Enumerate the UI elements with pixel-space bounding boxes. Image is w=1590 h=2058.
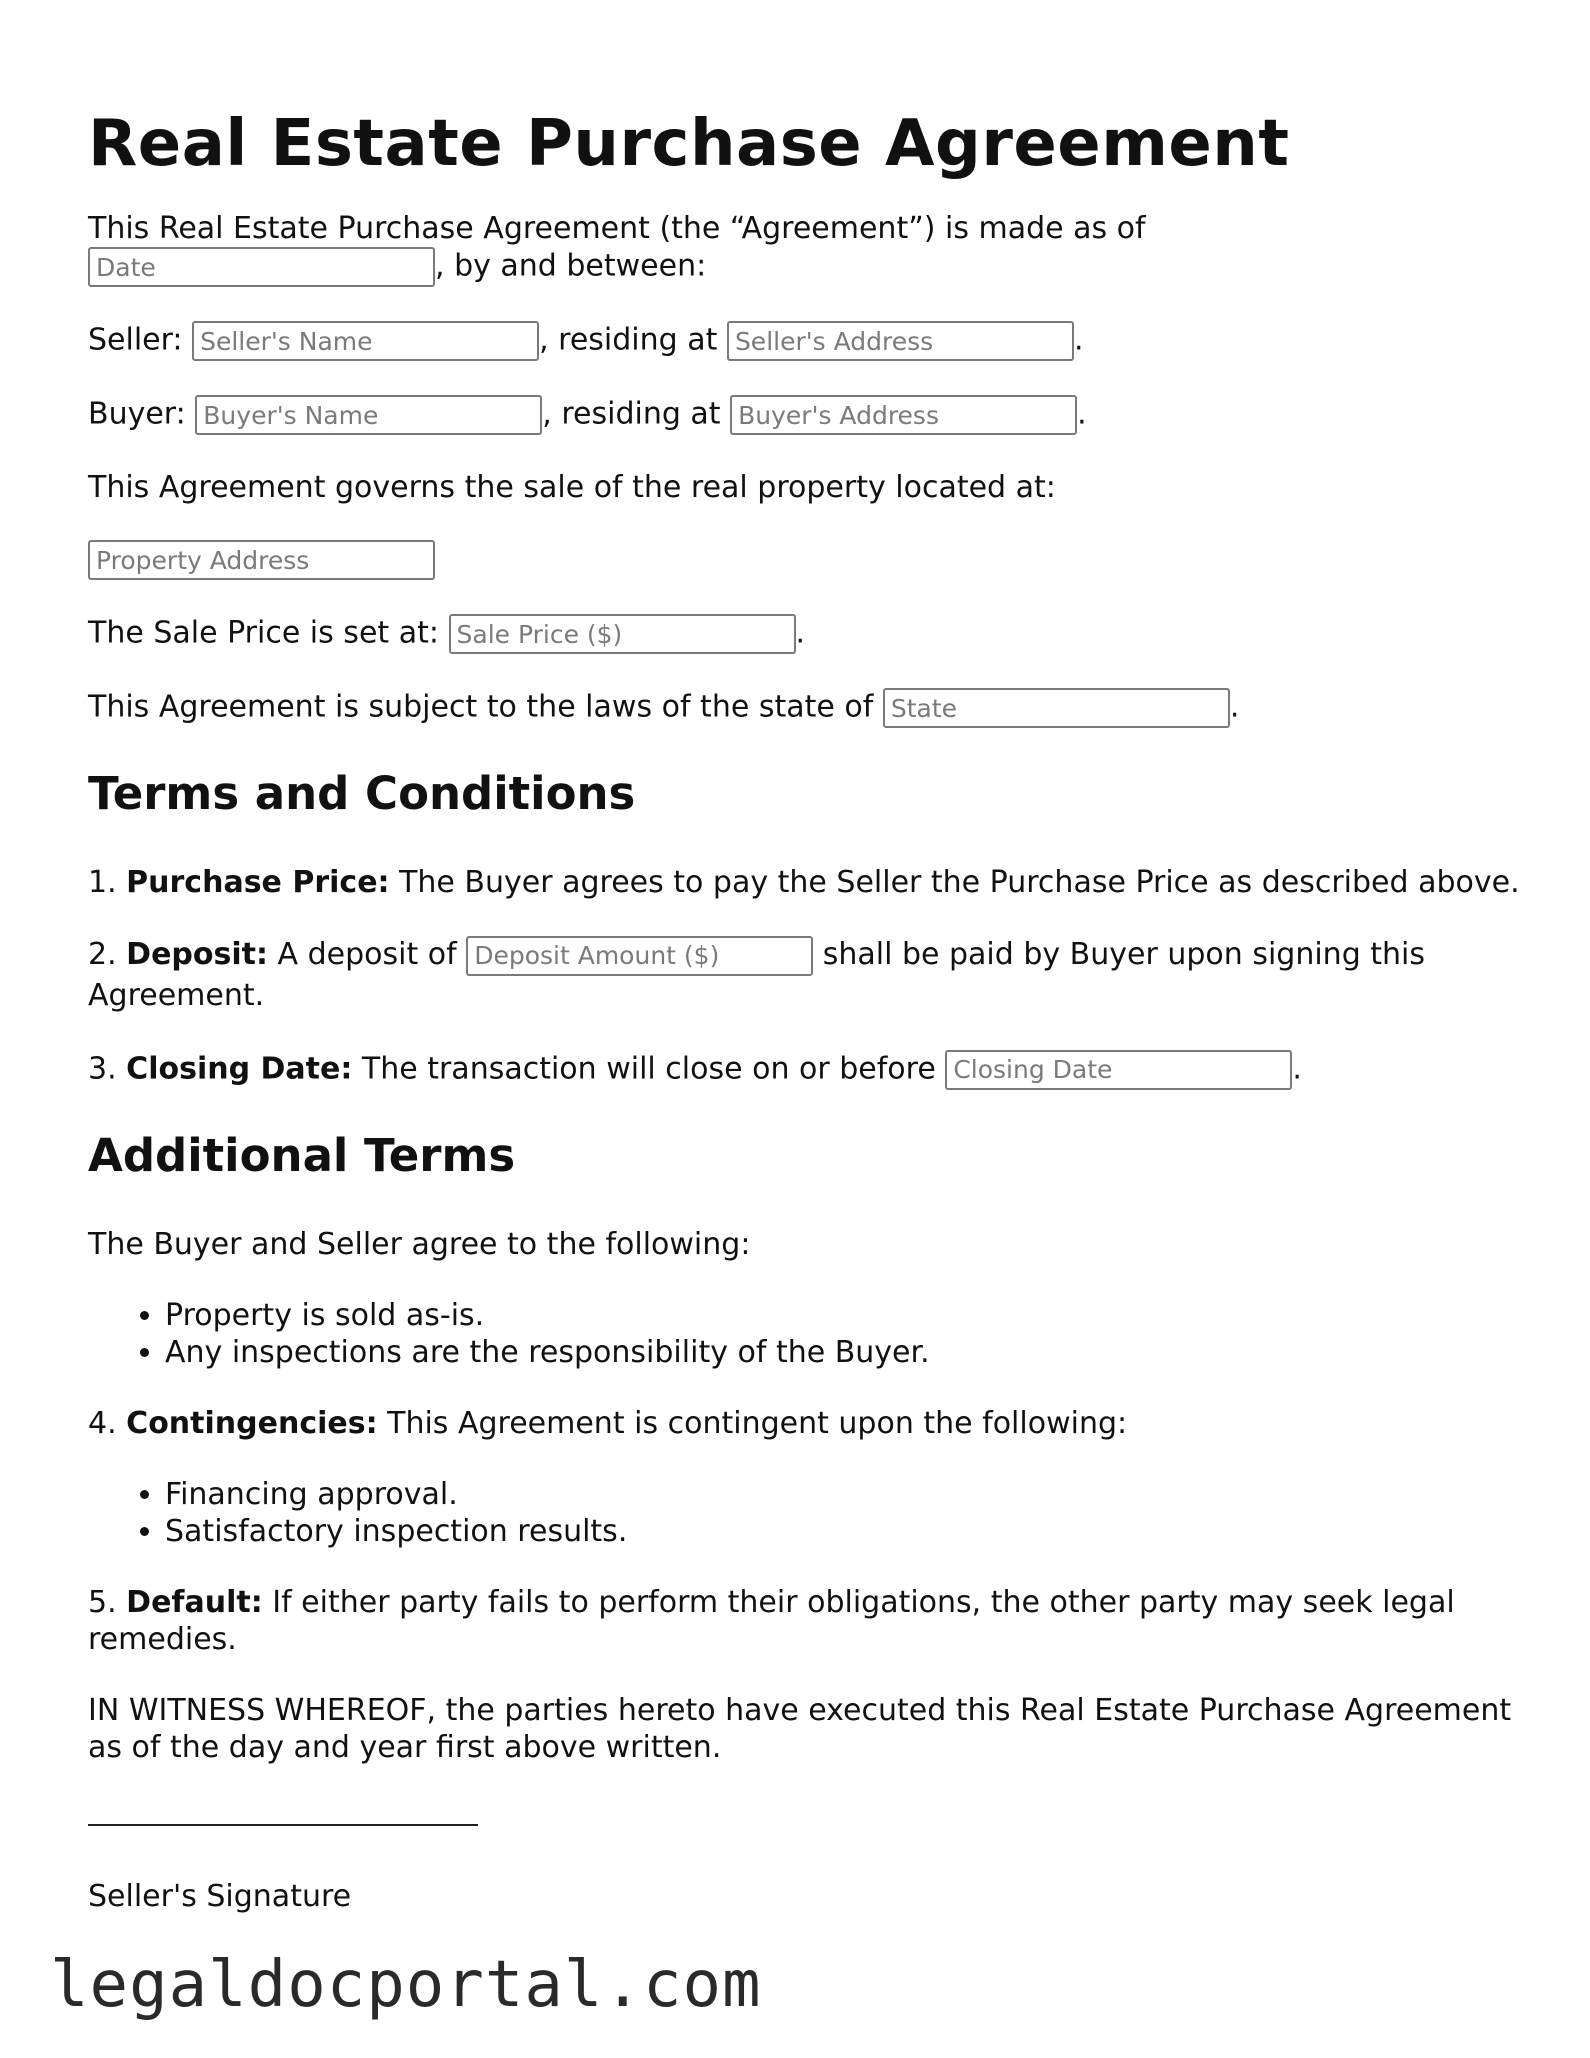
document-title: Real Estate Purchase Agreement: [88, 107, 1290, 181]
contingencies-text: This Agreement is contingent upon the following:: [377, 1405, 1128, 1441]
closing-text: The transaction will close on or before: [352, 1051, 936, 1086]
contingencies-list: [88, 1476, 1528, 1550]
terms-heading: Terms and Conditions: [88, 767, 636, 820]
deposit-clause: [88, 935, 1528, 1016]
purchase-price-clause: [88, 864, 1528, 901]
intro-text-after: , by and between:: [435, 248, 707, 284]
list-item: • Any inspections are the responsibility of the Buyer.: [165, 1334, 1528, 1371]
date-field[interactable]: [88, 247, 435, 287]
deposit-text-after: shall be paid by Buyer upon signing this Agreement.: [88, 937, 1426, 1013]
purchase-text: The Buyer agrees to pay the Seller the Purchase Price as described above.: [389, 865, 1520, 900]
closing-number: 3.: [88, 1051, 117, 1086]
buyer-line: [88, 395, 1528, 435]
sale-price-field[interactable]: [449, 614, 796, 654]
signature-label: Seller's Signature: [88, 1878, 352, 1914]
intro-text: This Real Estate Purchase Agreement (the “Agreement”) is made as of: [88, 211, 1146, 246]
buyer-name-field[interactable]: [195, 395, 542, 435]
additional-terms-heading: Additional Terms: [88, 1128, 516, 1182]
state-line: [88, 688, 1528, 728]
closing-date-field[interactable]: [945, 1050, 1292, 1090]
state-text: This Agreement is subject to the laws of the state of: [88, 689, 874, 725]
default-clause: [88, 1584, 1528, 1658]
closing-date-clause: [88, 1050, 1528, 1090]
buyer-address-field[interactable]: [730, 395, 1077, 435]
purchase-label: Purchase Price:: [126, 865, 390, 900]
additional-intro: The Buyer and Seller agree to the following:: [88, 1226, 751, 1262]
seller-line: [88, 321, 1528, 361]
seller-label: Seller:: [88, 322, 183, 358]
state-field[interactable]: [883, 688, 1230, 728]
seller-end: .: [1073, 322, 1084, 358]
default-label: Default:: [126, 1584, 263, 1620]
deposit-amount-field[interactable]: [466, 936, 813, 976]
list-item: • Satisfactory inspection results.: [165, 1513, 1528, 1550]
default-number: 5.: [88, 1584, 117, 1620]
seller-name-field[interactable]: [192, 321, 539, 361]
contingencies-label: Contingencies:: [126, 1405, 378, 1441]
sale-price-line: [88, 614, 1528, 654]
contingencies-number: 4.: [88, 1405, 117, 1441]
seller-residing-text: , residing at: [539, 322, 718, 358]
buyer-label: Buyer:: [88, 396, 186, 432]
contingencies-clause: [88, 1405, 1528, 1442]
additional-terms-list: [88, 1297, 1528, 1371]
deposit-number: 2.: [88, 937, 117, 972]
sale-price-end: .: [795, 615, 806, 651]
property-address-line: [88, 540, 1528, 580]
watermark: legaldocportal.com: [50, 1948, 762, 2022]
buyer-residing-text: , residing at: [542, 396, 721, 432]
default-text: If either party fails to perform their obligations, the other party may seek legal remedies.: [88, 1584, 1455, 1657]
deposit-label: Deposit:: [126, 937, 268, 972]
purchase-number: 1.: [88, 865, 117, 900]
signature-line[interactable]: [88, 1824, 478, 1826]
property-text: This Agreement governs the sale of the real property located at:: [88, 470, 1056, 505]
list-item: • Property is sold as-is.: [165, 1297, 1528, 1334]
agreement-document: [88, 104, 1528, 1915]
list-item: • Financing approval.: [165, 1476, 1528, 1513]
property-address-field[interactable]: [88, 540, 435, 580]
intro-paragraph: [88, 210, 1528, 287]
deposit-text-before: A deposit of: [267, 937, 457, 972]
seller-address-field[interactable]: [727, 321, 1074, 361]
witness-paragraph: IN WITNESS WHEREOF, the parties hereto have executed this Real Estate Purchase Agreement as of the day and year first above written.: [88, 1692, 1512, 1765]
closing-label: Closing Date:: [126, 1051, 353, 1086]
buyer-end: .: [1077, 396, 1087, 432]
closing-end: .: [1292, 1051, 1302, 1086]
sale-price-text: The Sale Price is set at:: [88, 615, 439, 651]
state-end: .: [1229, 689, 1240, 725]
